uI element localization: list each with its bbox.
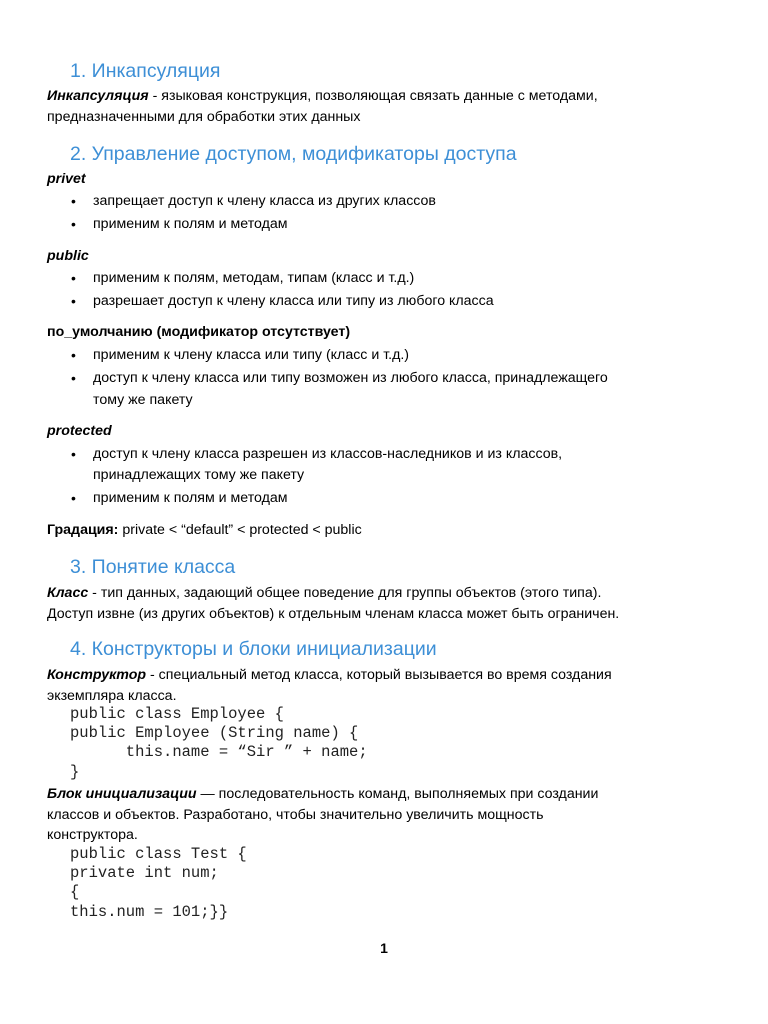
list-item: применим к полям и методам bbox=[93, 216, 288, 232]
heading-constructors: 4. Конструкторы и блоки инициализации bbox=[70, 638, 437, 660]
paragraph-init-block-2: классов и объектов. Разработано, чтобы значительно увеличить мощность bbox=[47, 807, 544, 823]
text: — последовательность команд, выполняемых при создании bbox=[196, 786, 599, 802]
list-item: применим к полям, методам, типам (класс и т.д.) bbox=[93, 270, 415, 286]
bullet: • bbox=[71, 216, 76, 232]
bullet: • bbox=[71, 446, 76, 462]
page-number: 1 bbox=[380, 940, 388, 956]
code-line: public class Employee { bbox=[70, 705, 284, 723]
modifier-public: public bbox=[47, 248, 89, 264]
list-item-continuation: тому же пакету bbox=[93, 392, 193, 408]
term-class: Класс bbox=[47, 585, 89, 601]
paragraph-encapsulation-1 bbox=[47, 86, 737, 107]
code-line: this.num = 101;}} bbox=[70, 903, 229, 921]
bullet: • bbox=[71, 370, 76, 386]
text: - тип данных, задающий общее поведение для группы объектов (этого типа). bbox=[88, 585, 602, 601]
code-line: public class Test { bbox=[70, 845, 247, 863]
modifier-protected: protected bbox=[47, 423, 112, 439]
paragraph-class-1 bbox=[47, 583, 737, 604]
list-item-continuation: принадлежащих тому же пакету bbox=[93, 467, 305, 483]
paragraph-constructor-1 bbox=[47, 665, 737, 686]
code-line: { bbox=[70, 883, 80, 901]
text: - специальный метод класса, который вызывается во время создания bbox=[146, 667, 612, 683]
term-init-block: Блок инициализации bbox=[47, 786, 197, 802]
list-item: доступ к члену класса разрешен из классов-наследников и из классов, bbox=[93, 446, 563, 462]
modifier-default: по_умолчанию (модификатор отсутствует) bbox=[47, 324, 351, 340]
term-encapsulation: Инкапсуляция bbox=[47, 88, 149, 104]
code-line: private int num; bbox=[70, 864, 219, 882]
list-item: доступ к члену класса или типу возможен из любого класса, принадлежащего bbox=[93, 370, 608, 386]
bullet: • bbox=[71, 490, 76, 506]
code-line: } bbox=[70, 763, 80, 781]
bullet: • bbox=[71, 347, 76, 363]
gradation-line bbox=[47, 520, 737, 541]
paragraph-init-block-1 bbox=[47, 784, 737, 805]
bullet: • bbox=[71, 193, 76, 209]
gradation-label: Градация: bbox=[47, 522, 119, 538]
paragraph-encapsulation-2: предназначенными для обработки этих данных bbox=[47, 109, 361, 125]
list-item: применим к члену класса или типу (класс и т.д.) bbox=[93, 347, 410, 363]
paragraph-class-2: Доступ извне (из других объектов) к отдельным членам класса может быть ограничен. bbox=[47, 606, 620, 622]
list-item: запрещает доступ к члену класса из других классов bbox=[93, 193, 436, 209]
bullet: • bbox=[71, 270, 76, 286]
bullet: • bbox=[71, 293, 76, 309]
list-item: разрешает доступ к члену класса или типу из любого класса bbox=[93, 293, 494, 309]
heading-class-concept: 3. Понятие класса bbox=[70, 556, 236, 578]
code-line: public Employee (String name) { bbox=[70, 724, 359, 742]
heading-access-modifiers: 2. Управление доступом, модификаторы доступа bbox=[70, 143, 517, 165]
term-constructor: Конструктор bbox=[47, 667, 147, 683]
paragraph-init-block-3: конструктора. bbox=[47, 827, 138, 843]
modifier-privet: privet bbox=[47, 171, 86, 187]
gradation-text: private < “default” < protected < public bbox=[118, 522, 362, 538]
text: - языковая конструкция, позволяющая связать данные с методами, bbox=[148, 88, 598, 104]
paragraph-constructor-2: экземпляра класса. bbox=[47, 688, 177, 704]
heading-encapsulation: 1. Инкапсуляция bbox=[70, 60, 221, 82]
list-item: применим к полям и методам bbox=[93, 490, 288, 506]
code-line: this.name = “Sir ” + name; bbox=[70, 743, 368, 761]
